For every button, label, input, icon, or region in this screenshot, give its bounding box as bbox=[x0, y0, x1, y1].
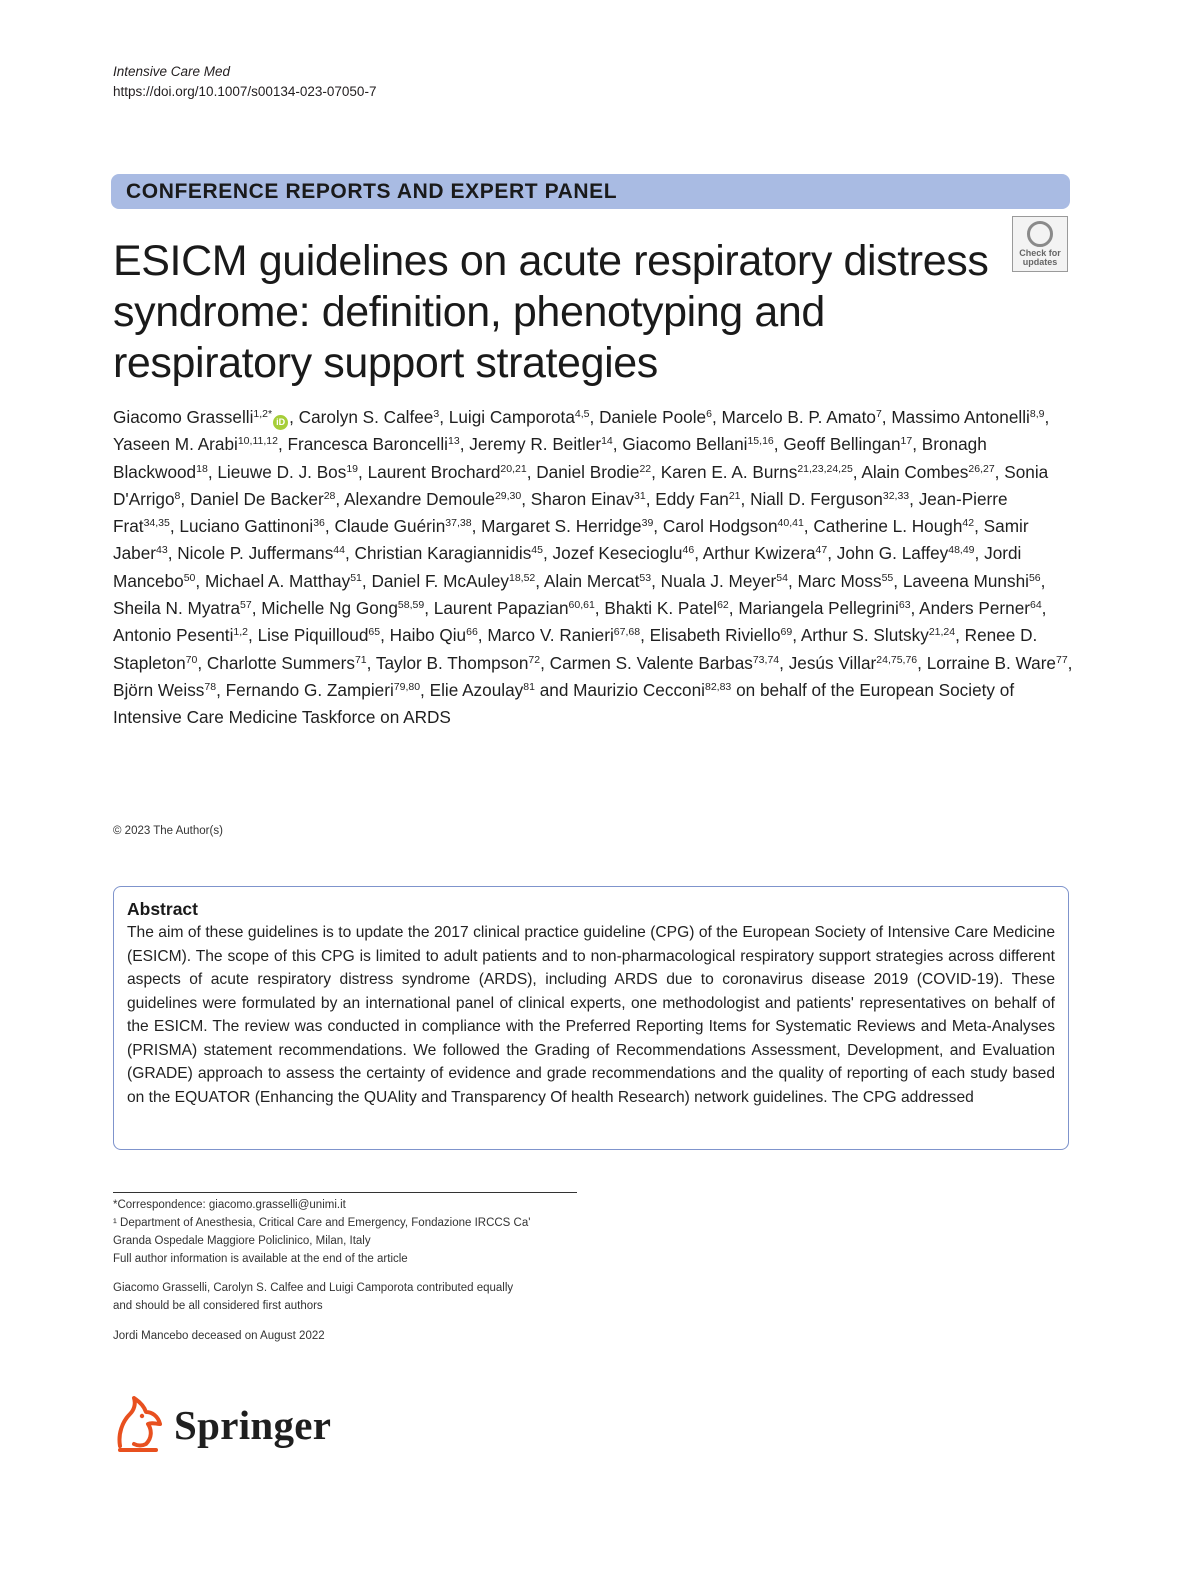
author-name: Charlotte Summers bbox=[206, 652, 355, 673]
author-name: Giacomo Bellani bbox=[622, 434, 748, 455]
author-name: Daniele Poole bbox=[599, 407, 707, 427]
author-affiliation-sup: 72 bbox=[528, 653, 541, 666]
author-name: Geoff Bellingan bbox=[783, 434, 901, 455]
author-affiliation-sup: 29,30 bbox=[494, 489, 522, 502]
author-affiliation-sup: 32,33 bbox=[882, 489, 910, 502]
affiliation-footnote: ¹ Department of Anesthesia, Critical Care and Emergency, Fondazione IRCCS Ca' Granda Ospedale Maggiore Policlinico, Milan, Italy bbox=[113, 1217, 531, 1247]
author-affiliation-sup: 7 bbox=[875, 408, 882, 420]
author-name: Niall D. Ferguson bbox=[750, 488, 883, 509]
author-affiliation-sup: 71 bbox=[354, 653, 367, 666]
author-name: Alexandre Demoule bbox=[344, 488, 495, 509]
author-affiliation-sup: 21,24 bbox=[928, 626, 956, 639]
author-name: Yaseen M. Arabi bbox=[113, 434, 238, 455]
author-affiliation-sup: 37,38 bbox=[445, 517, 472, 530]
author-name: Marcelo B. P. Amato bbox=[721, 407, 876, 427]
author-name: Christian Karagiannidis bbox=[354, 543, 532, 564]
article-title: ESICM guidelines on acute respiratory distress syndrome: definition, phenotyping and respiratory support strategies bbox=[113, 237, 989, 387]
author-name: Nicole P. Juffermans bbox=[177, 543, 334, 564]
author-affiliation-sup: 20,21 bbox=[500, 462, 527, 475]
author-name: Jordi Mancebo bbox=[113, 543, 1022, 591]
author-affiliation-sup: 66 bbox=[466, 626, 478, 639]
author-name: Eddy Fan bbox=[655, 488, 729, 509]
author-name: Francesca Baroncelli bbox=[287, 434, 448, 455]
correspondence-footnote[interactable]: *Correspondence: giacomo.grasselli@unimi.it bbox=[113, 1199, 346, 1211]
author-name: Lieuwe D. J. Bos bbox=[217, 461, 347, 482]
author-name: Mariangela Pellegrini bbox=[738, 598, 899, 619]
author-name: Taylor B. Thompson bbox=[375, 652, 529, 673]
author-affiliation-sup: 45 bbox=[531, 544, 543, 557]
author-affiliation-sup: 54 bbox=[776, 571, 788, 584]
author-affiliation-sup: 69 bbox=[780, 626, 793, 639]
author-affiliation-sup: 42 bbox=[962, 517, 975, 530]
author-name: Michelle Ng Gong bbox=[261, 598, 398, 619]
check-for-updates-label: Check for updates bbox=[1019, 248, 1061, 267]
author-affiliation-sup: 73,74 bbox=[752, 653, 780, 666]
author-name: Carmen S. Valente Barbas bbox=[549, 652, 753, 673]
author-affiliation-sup: 10,11,12 bbox=[237, 435, 278, 448]
springer-horse-icon bbox=[112, 1396, 164, 1454]
full-info-footnote: Full author information is available at the end of the article bbox=[113, 1253, 408, 1265]
author-name: Elisabeth Riviello bbox=[649, 625, 781, 646]
author-affiliation-sup: 21,23,24,25 bbox=[797, 462, 853, 475]
author-affiliation-sup: 40,41 bbox=[777, 517, 804, 530]
abstract-box bbox=[113, 886, 1069, 1150]
author-name: Jeremy R. Beitler bbox=[469, 434, 602, 455]
author-name: Sheila N. Myatra bbox=[113, 598, 241, 619]
author-affiliation-sup: 34,35 bbox=[143, 517, 170, 530]
springer-logo bbox=[112, 1396, 331, 1454]
author-affiliation-sup: 15,16 bbox=[747, 435, 774, 448]
author-affiliation-sup: 28 bbox=[323, 489, 336, 502]
author-name: Maurizio Cecconi bbox=[573, 679, 705, 700]
author-name: Massimo Antonelli bbox=[891, 407, 1030, 427]
author-affiliation-sup: 3 bbox=[433, 408, 440, 420]
author-affiliation-sup: 48,49 bbox=[948, 544, 975, 557]
author-affiliation-sup: 43 bbox=[156, 544, 168, 557]
author-name: Samir Jaber bbox=[113, 516, 1029, 564]
author-affiliation-sup: 79,80 bbox=[393, 680, 421, 693]
author-name: Alain Combes bbox=[861, 461, 969, 482]
check-for-updates-badge[interactable] bbox=[1012, 216, 1068, 272]
author-affiliation-sup: 77 bbox=[1055, 653, 1068, 666]
author-name: Laurent Brochard bbox=[367, 461, 501, 482]
author-name: Anders Perner bbox=[919, 598, 1030, 619]
author-affiliation-sup: 56 bbox=[1028, 571, 1041, 584]
author-name: Daniel F. McAuley bbox=[371, 570, 509, 591]
footnote-divider bbox=[113, 1192, 577, 1193]
author-name: Daniel De Backer bbox=[189, 488, 324, 509]
author-name: Carol Hodgson bbox=[662, 516, 778, 537]
author-name: Michael A. Matthay bbox=[204, 570, 351, 591]
author-name: Elie Azoulay bbox=[429, 679, 524, 700]
author-affiliation-sup: 1,2* bbox=[253, 408, 273, 420]
author-name: Renee D. Stapleton bbox=[113, 625, 1038, 673]
author-name: Antonio Pesenti bbox=[113, 625, 234, 646]
copyright-notice: © 2023 The Author(s) bbox=[113, 825, 223, 837]
author-affiliation-sup: 82,83 bbox=[705, 680, 732, 693]
author-name: Bhakti K. Patel bbox=[604, 598, 718, 619]
author-affiliation-sup: 36 bbox=[313, 517, 325, 530]
author-affiliation-sup: 46 bbox=[682, 544, 695, 557]
section-banner bbox=[111, 174, 1070, 209]
doi-link[interactable]: https://doi.org/10.1007/s00134-023-07050-7 bbox=[113, 84, 377, 99]
author-affiliation-sup: 26,27 bbox=[968, 462, 995, 475]
author-name: Luciano Gattinoni bbox=[179, 516, 314, 537]
author-name: Lorraine B. Ware bbox=[926, 652, 1056, 673]
author-affiliation-sup: 18 bbox=[196, 462, 208, 475]
author-name: Marc Moss bbox=[797, 570, 882, 591]
author-name: Laurent Papazian bbox=[433, 598, 569, 619]
author-name: Jean-Pierre Frat bbox=[113, 488, 1008, 537]
author-name: Jesús Villar bbox=[788, 652, 877, 673]
author-name: Sharon Einav bbox=[530, 488, 634, 509]
author-affiliation-sup: 50 bbox=[183, 571, 196, 584]
abstract-text: The aim of these guidelines is to update the 2017 clinical practice guideline (CPG) of the European Society of Intensive Care Medicine (ESICM). The scope of this CPG is limited to adult patients and to non-pharmacological respiratory support strategies across different aspects of acute respiratory distress syndrome (ARDS), including ARDS due to coronavirus disease 2019 (COVID-19). These guidelines were formulated by an international panel of clinical experts, one methodologist and patients' representatives on behalf of the ESICM. The review was conducted in compliance with the Preferred Reporting Items for Systematic Reviews and Meta-Analyses (PRISMA) statement recommendations. We followed the Grading of Recommendations Assessment, Development, and Evaluation (GRADE) approach to assess the certainty of evidence and grade recommendations and the quality of reporting of each study based on the EQUATOR (Enhancing the QUAlity and Transparency Of health Research) network guidelines. The CPG addressed bbox=[127, 924, 1055, 1106]
abstract-heading: Abstract bbox=[127, 899, 198, 919]
author-name: Carolyn S. Calfee bbox=[298, 407, 434, 427]
author-affiliation-sup: 14 bbox=[601, 435, 613, 448]
author-name: Alain Mercat bbox=[543, 570, 640, 591]
check-for-updates-icon bbox=[1027, 221, 1053, 247]
author-name: Fernando G. Zampieri bbox=[225, 679, 394, 700]
author-affiliation-sup: 70 bbox=[185, 653, 198, 666]
author-name: Arthur S. Slutsky bbox=[800, 625, 929, 646]
author-affiliation-sup: 6 bbox=[706, 408, 712, 420]
author-name: Giacomo Grasselli bbox=[113, 407, 254, 427]
author-affiliation-sup: 17 bbox=[900, 435, 913, 448]
author-affiliation-sup: 55 bbox=[881, 571, 894, 584]
author-name: Laveena Munshi bbox=[902, 570, 1029, 591]
author-affiliation-sup: 51 bbox=[350, 571, 362, 584]
section-banner-label: CONFERENCE REPORTS AND EXPERT PANEL bbox=[126, 180, 618, 203]
author-affiliation-sup: 44 bbox=[333, 544, 345, 557]
author-affiliation-sup: 57 bbox=[240, 599, 252, 612]
author-affiliation-sup: 67,68 bbox=[613, 626, 641, 639]
author-affiliation-sup: 24,75,76 bbox=[876, 653, 918, 666]
author-name: Claude Guérin bbox=[334, 516, 446, 537]
author-affiliation-sup: 1,2 bbox=[233, 626, 249, 639]
author-name: John G. Laffey bbox=[836, 543, 949, 564]
author-affiliation-sup: 81 bbox=[523, 680, 535, 693]
author-affiliation-sup: 53 bbox=[639, 571, 652, 584]
author-name: Daniel Brodie bbox=[536, 461, 640, 482]
author-name: Margaret S. Herridge bbox=[481, 516, 642, 537]
author-name: Sonia D'Arrigo bbox=[113, 461, 1049, 509]
author-affiliation-sup: 22 bbox=[639, 462, 652, 475]
author-name: Marco V. Ranieri bbox=[487, 625, 614, 646]
journal-name: Intensive Care Med bbox=[113, 64, 231, 79]
author-name: Nuala J. Meyer bbox=[660, 570, 777, 591]
author-name: Lise Piquilloud bbox=[257, 625, 369, 646]
author-name: Luigi Camporota bbox=[448, 407, 575, 427]
author-name: Catherine L. Hough bbox=[813, 516, 963, 537]
author-affiliation-sup: 64 bbox=[1029, 599, 1042, 612]
author-affiliation-sup: 21 bbox=[728, 489, 741, 502]
author-affiliation-sup: 60,61 bbox=[568, 599, 595, 612]
author-affiliation-sup: 18,52 bbox=[509, 571, 536, 584]
author-list-tail: on behalf of the European Society of Intensive Care Medicine Taskforce on ARDS bbox=[113, 679, 1015, 728]
author-name: Björn Weiss bbox=[113, 679, 205, 700]
author-affiliation-sup: 19 bbox=[346, 462, 359, 475]
equal-contribution-note: Giacomo Grasselli, Carolyn S. Calfee and Luigi Camporota contributed equally and should be all considered first authors bbox=[113, 1282, 514, 1312]
springer-wordmark: Springer bbox=[174, 1402, 332, 1448]
orcid-icon[interactable]: iD bbox=[273, 415, 288, 430]
author-affiliation-sup: 62 bbox=[717, 599, 729, 612]
author-name: Haibo Qiu bbox=[389, 625, 467, 646]
author-affiliation-sup: 8,9 bbox=[1029, 408, 1045, 420]
deceased-note: Jordi Mancebo deceased on August 2022 bbox=[113, 1330, 325, 1342]
author-affiliation-sup: 63 bbox=[898, 599, 911, 612]
author-list: Giacomo Grasselli$^{1,2*}$iD , Carolyn S. Calfee$^3$, Luigi Camporota$^{4,5}$, Daniele Poole$^6$, Marcelo B. P. Amato$^7$, Massimo Antonelli$^{8,9}$, Yaseen M. Arabi$^{10,11,12}$, Francesca Baroncelli$^{13}$, Jeremy R. Beitler$^{14}$, Giacomo Bellani$^{15,16}$, Geoff Bellingan$^{17}$, Bronagh Blackwood$^{18}$, Lieuwe D. J. Bos$^{19}$, Laurent Brochard$^{20,21}$, Daniel Brodie$^{22}$, Karen E. A. Burns$^{21,23,24,25}$, Alain Combes$^{26,27}$, Sonia D'Arrigo$^8$, Daniel De Backer$^{28}$, Alexandre Demoule$^{29,30}$, Sharon Einav$^{31}$, Eddy Fan$^{21}$, Niall D. Ferguson$^{32,33}$, Jean-Pierre Frat$^{34,35}$, Luciano Gattinoni$^{36}$, Claude Guérin$^{37,38}$, Margaret S. Herridge$^{39}$, Carol Hodgson$^{40,41}$, Catherine L. Hough$^{42}$, Samir Jaber$^{43}$, Nicole P. Juffermans$^{44}$, Christian Karagiannidis$^{45}$, Jozef Kesecioglu$^{46}$, Arthur Kwizera$^{47}$, John G. Laffey$^{48,49}$, Jordi Mancebo$^{50}$, Michael A. Matthay$^{51}$, Daniel F. McAuley$^{18,52}$, Alain Mercat$^{53}$, Nuala J. Meyer$^{54}$, Marc Moss$^{55}$, Laveena Munshi$^{56}$, Sheila N. Myatra$^{57}$, Michelle Ng Gong$^{58,59}$, Laurent Papazian$^{60,61}$, Bhakti K. Patel$^{62}$, Mariangela Pellegrini$^{63}$, Anders Perner$^{64}$, Antonio Pesenti$^{1,2}$, Lise Piquilloud$^{65}$, Haibo Qiu$^{66}$, Marco V. Ranieri$^{67,68}$, Elisabeth Riviello$^{69}$, Arthur S. Slutsky$^{21,24}$, Renee D. Stapleton$^{70}$, Charlotte Summers$^{71}$, Taylor B. Thompson$^{72}$, Carmen S. Valente Barbas$^{73,74}$, Jesús Villar$^{24,75,76}$, Lorraine B. Ware$^{77}$, Björn Weiss$^{78}$, Fernando G. Zampieri$^{79,80}$, Elie Azoulay$^{81}$ and Maurizio Cecconi$^{82,83}$ on behalf of the European Society of Intensive Care Medicine Taskforce on ARDS bbox=[113, 407, 1073, 728]
author-affiliation-sup: 39 bbox=[641, 517, 654, 530]
author-name: Jozef Kesecioglu bbox=[552, 543, 683, 564]
author-affiliation-sup: 47 bbox=[815, 544, 828, 557]
author-affiliation-sup: 58,59 bbox=[397, 599, 425, 612]
author-name: Karen E. A. Burns bbox=[660, 461, 798, 482]
author-name: Arthur Kwizera bbox=[702, 543, 816, 564]
author-affiliation-sup: 31 bbox=[634, 489, 646, 502]
author-affiliation-sup: 4,5 bbox=[574, 408, 590, 420]
author-affiliation-sup: 13 bbox=[448, 435, 460, 448]
author-affiliation-sup: 65 bbox=[368, 626, 381, 639]
author-affiliation-sup: 78 bbox=[204, 680, 217, 693]
author-name: Bronagh Blackwood bbox=[113, 434, 987, 482]
author-affiliation-sup: 8 bbox=[174, 489, 181, 502]
